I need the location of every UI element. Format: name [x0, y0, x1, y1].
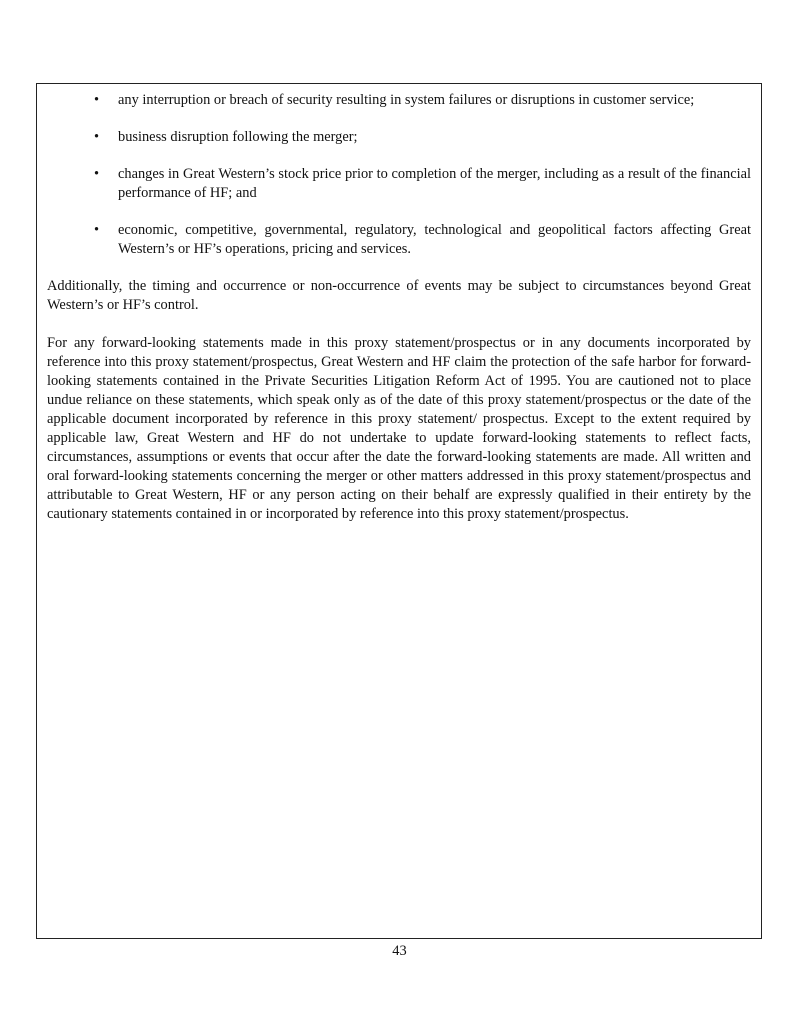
risk-factor-list — [47, 91, 751, 259]
list-item — [47, 128, 751, 147]
page-content — [47, 91, 751, 543]
list-item — [47, 165, 751, 203]
bullet-icon: • — [94, 92, 100, 108]
list-item-text: business disruption following the merger; — [118, 129, 358, 145]
paragraph-timing: Additionally, the timing and occurrence or non-occurrence of events may be subject to circumstances beyond Great Western’s or HF’s control. — [47, 278, 751, 313]
list-item-text: changes in Great Western’s stock price prior to completion of the merger, including as a result of the financial performance of HF; and — [118, 166, 751, 201]
page-number: 43 — [392, 943, 407, 959]
list-item-text: any interruption or breach of security resulting in system failures or disruptions in customer service; — [118, 92, 695, 108]
list-item-text: economic, competitive, governmental, regulatory, technological and geopolitical factors affecting Great Western’s or HF’s operations, pricing and services. — [118, 222, 751, 257]
list-item — [47, 91, 751, 110]
paragraph-safe-harbor: For any forward-looking statements made in this proxy statement/prospectus or in any documents incorporated by reference into this proxy statement/prospectus, Great Western and HF claim the protection of the safe harbor for forward-looking statements contained in the Private Securities Litigation Reform Act of 1995. You are cautioned not to place undue reliance on these statements, which speak only as of the date of this proxy statement/prospectus or the date of the applicable document incorporated by reference in this proxy statement/ prospectus. Except to the extent required by applicable law, Great Western and HF do not undertake to update forward-looking statements to reflect facts, circumstances, assumptions or events that occur after the date the forward-looking statements are made. All written and oral forward-looking statements concerning the merger or other matters addressed in this proxy statement/prospectus and attributable to Great Western, HF or any person acting on their behalf are expressly qualified in their entirety by the cautionary statements contained in or incorporated by reference into this proxy statement/prospectus. — [47, 335, 751, 522]
bullet-icon: • — [94, 129, 100, 145]
bullet-icon: • — [94, 166, 100, 182]
list-item — [47, 221, 751, 259]
bullet-icon: • — [94, 222, 100, 238]
page-frame — [36, 83, 762, 939]
